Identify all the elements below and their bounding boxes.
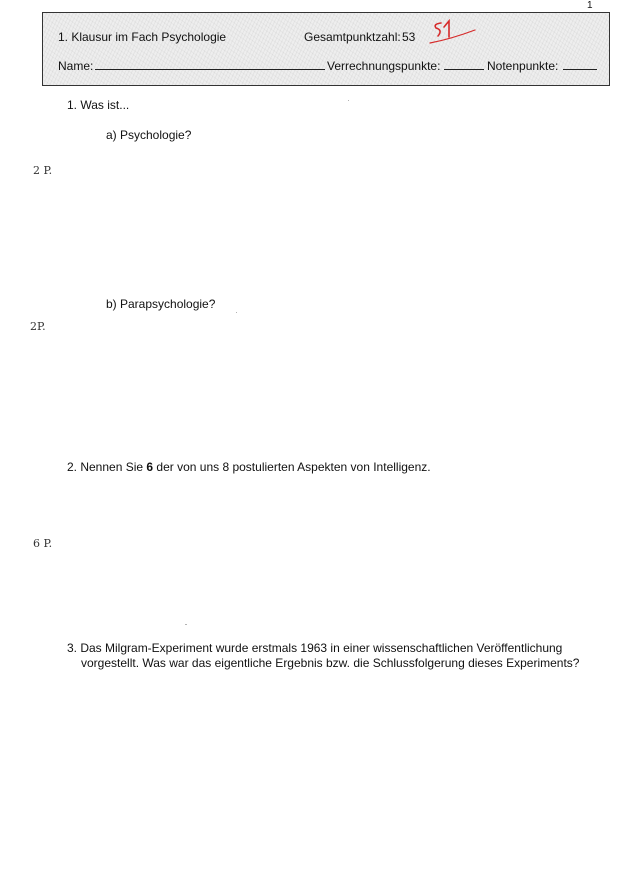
name-line [95,59,325,70]
question-3-line-1: 3. Das Milgram-Experiment wurde erstmals 1963 in einer wissenschaftlichen Veröffentlichung [67,641,563,655]
question-2-text-start: 2. Nennen Sie [67,460,147,474]
total-score-label: Gesamtpunktzahl: [304,30,401,44]
question-3 [67,641,579,671]
handwritten-score-mark [429,17,479,47]
points-question-2: 6 P. [33,537,53,550]
grade-points-line [563,59,597,70]
question-2 [67,460,431,475]
page-number: 1 [587,0,593,11]
scan-speck [185,624,187,625]
exam-header-box [42,12,610,86]
question-1: 1. Was ist... [67,98,130,112]
total-score-printed: 53 [402,30,416,44]
credit-points-line [444,59,484,70]
scan-speck [348,100,349,101]
points-question-1a: 2 P. [33,164,53,177]
exam-title: 1. Klausur im Fach Psychologie [58,30,227,44]
scan-speck [236,312,237,313]
name-label: Name: [58,59,94,73]
question-2-text-end: der von uns 8 postulierten Aspekten von Intelligenz. [153,460,431,474]
question-1b: b) Parapsychologie? [106,297,216,311]
question-1a: a) Psychologie? [106,128,192,142]
points-question-1b: 2P. [30,320,46,333]
question-3-line-2: vorgestellt. Was war das eigentliche Ergebnis bzw. die Schlussfolgerung dieses Experiments? [81,656,580,670]
question-2-count: 6 [146,460,154,474]
credit-points-label: Verrechnungspunkte: [327,59,441,73]
grade-points-label: Notenpunkte: [487,59,559,73]
